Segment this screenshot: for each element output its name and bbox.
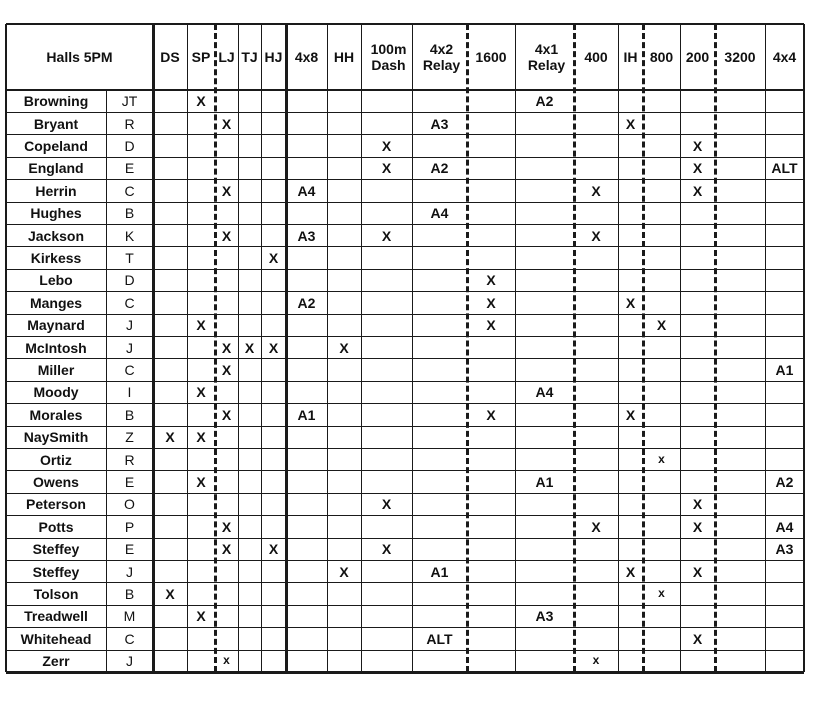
table-dashed-column-rule [214, 24, 217, 672]
event-assignment-mark: X [221, 339, 232, 356]
event-assignment-mark: X [221, 361, 232, 378]
athlete-last-name: Copeland [24, 137, 88, 154]
event-assignment-mark: X [165, 429, 175, 446]
event-assignment-mark: A3 [297, 227, 316, 244]
event-assignment-mark: A2 [535, 93, 554, 110]
event-header-tj: TJ [241, 48, 258, 65]
event-header-4x1-relay: 4x1 Relay [527, 40, 566, 73]
table-vertical-rule [152, 24, 155, 672]
table-horizontal-rule [6, 627, 804, 628]
event-assignment-mark: ALT [771, 160, 798, 177]
table-vertical-rule [285, 24, 288, 672]
event-assignment-mark: X [625, 115, 636, 132]
event-assignment-mark: A1 [775, 361, 794, 378]
event-assignment-mark: x [658, 586, 665, 601]
athlete-last-name: Lebo [39, 272, 73, 289]
table-dashed-column-rule [573, 24, 576, 672]
event-assignment-mark: X [381, 227, 392, 244]
event-assignment-mark: X [339, 563, 349, 580]
event-assignment-mark: X [196, 384, 206, 401]
table-horizontal-rule [6, 134, 804, 135]
event-header-lj: LJ [218, 48, 235, 65]
athlete-initial: R [124, 115, 135, 132]
table-horizontal-rule [6, 605, 804, 606]
athlete-initial: E [124, 541, 135, 558]
athlete-last-name: Moody [33, 384, 79, 401]
table-vertical-rule [412, 24, 413, 672]
event-assignment-mark: X [692, 563, 703, 580]
athlete-initial: C [124, 361, 135, 378]
event-header-4x4: 4x4 [772, 48, 797, 65]
event-header-4x2-relay: 4x2 Relay [422, 40, 461, 73]
event-assignment-mark: X [196, 429, 206, 446]
table-vertical-rule [515, 24, 516, 672]
table-horizontal-rule [6, 336, 804, 337]
athlete-initial: J [126, 563, 133, 580]
event-assignment-mark: A1 [535, 473, 554, 490]
table-vertical-rule [361, 24, 362, 672]
athlete-initial: B [124, 585, 135, 602]
table-horizontal-rule [6, 538, 804, 539]
event-assignment-mark: x [658, 451, 665, 466]
athlete-initial: K [124, 227, 135, 244]
athlete-last-name: Miller [37, 361, 75, 378]
athlete-last-name: NaySmith [23, 429, 89, 446]
athlete-initial: J [126, 653, 133, 670]
table-horizontal-rule [6, 314, 804, 315]
event-assignment-mark: X [692, 496, 703, 513]
table-vertical-rule [327, 24, 328, 672]
event-assignment-mark: X [381, 496, 392, 513]
event-assignment-mark: X [692, 518, 703, 535]
event-assignment-mark: A4 [535, 384, 554, 401]
table-horizontal-rule [6, 493, 804, 494]
athlete-last-name: McIntosh [25, 339, 87, 356]
event-assignment-mark: X [656, 317, 667, 334]
athlete-initial: C [124, 630, 135, 647]
event-assignment-mark: X [221, 406, 232, 423]
table-horizontal-rule [6, 224, 804, 225]
table-horizontal-rule [6, 426, 804, 427]
table-horizontal-rule [6, 403, 804, 404]
event-assignment-mark: X [268, 249, 279, 266]
athlete-last-name: Owens [33, 473, 79, 490]
event-assignment-mark: X [165, 585, 175, 602]
event-assignment-mark: X [196, 93, 206, 110]
athlete-initial: D [124, 272, 135, 289]
table-horizontal-rule [6, 291, 804, 292]
event-assignment-mark: X [692, 182, 703, 199]
event-assignment-mark: x [223, 653, 230, 668]
athlete-last-name: Kirkess [30, 249, 82, 266]
event-header-ds: DS [160, 48, 180, 65]
event-assignment-mark: X [625, 563, 636, 580]
event-assignment-mark: X [221, 227, 232, 244]
table-horizontal-rule [6, 157, 804, 158]
athlete-last-name: England [28, 160, 84, 177]
event-assignment-mark: A1 [297, 406, 316, 423]
event-header-hj: HJ [264, 48, 283, 65]
event-assignment-mark: A4 [430, 205, 449, 222]
athlete-last-name: Potts [38, 518, 74, 535]
athlete-initial: B [124, 205, 135, 222]
athlete-last-name: Steffey [32, 541, 80, 558]
event-assignment-mark: X [244, 339, 255, 356]
athlete-last-name: Zerr [42, 653, 70, 670]
table-horizontal-rule [6, 582, 804, 583]
table-horizontal-rule [6, 470, 804, 471]
event-header-hh: HH [333, 48, 355, 65]
event-assignment-mark: X [268, 541, 279, 558]
event-assignment-mark: X [196, 473, 206, 490]
table-vertical-rule [680, 24, 681, 672]
athlete-last-name: Peterson [26, 496, 86, 513]
event-assignment-mark: X [591, 182, 601, 199]
event-header-ih: IH [623, 48, 638, 65]
event-header-4x8: 4x8 [294, 48, 319, 65]
athlete-initial: R [124, 451, 135, 468]
athlete-last-name: Bryant [33, 115, 79, 132]
athlete-initial: T [125, 249, 134, 266]
table-vertical-rule [765, 24, 766, 672]
athlete-initial: JT [121, 93, 138, 110]
event-assignment-mark: A3 [535, 608, 554, 625]
athlete-last-name: Hughes [30, 205, 82, 222]
athlete-last-name: Morales [29, 406, 83, 423]
table-horizontal-rule [6, 358, 804, 359]
athlete-initial: C [124, 182, 135, 199]
event-header-100m-dash: 100m Dash [370, 40, 407, 73]
event-assignment-mark: X [381, 160, 392, 177]
event-header-200: 200 [685, 48, 710, 65]
sheet-title: Halls 5PM [46, 48, 113, 65]
athlete-initial: I [127, 384, 132, 401]
event-assignment-mark: X [221, 541, 232, 558]
event-assignment-mark: A3 [775, 541, 794, 558]
event-assignment-mark: X [692, 630, 703, 647]
event-assignment-mark: X [381, 541, 392, 558]
table-horizontal-rule [6, 515, 804, 516]
table-horizontal-rule [6, 202, 804, 203]
table-vertical-rule [106, 90, 107, 672]
event-assignment-mark: x [592, 653, 600, 668]
athlete-initial: D [124, 137, 135, 154]
event-assignment-mark: A4 [775, 518, 794, 535]
athlete-initial: Z [125, 429, 134, 446]
table-horizontal-rule [6, 89, 804, 92]
event-assignment-mark: X [486, 406, 496, 423]
event-assignment-mark: A1 [430, 563, 449, 580]
athlete-initial: M [123, 608, 136, 625]
event-header-3200: 3200 [724, 48, 756, 65]
event-assignment-mark: X [381, 137, 392, 154]
athlete-last-name: Browning [23, 93, 89, 110]
athlete-initial: P [124, 518, 135, 535]
event-assignment-mark: X [591, 227, 601, 244]
athlete-initial: C [124, 294, 135, 311]
table-vertical-rule [618, 24, 619, 672]
event-header-1600: 1600 [475, 48, 507, 65]
table-horizontal-rule [6, 448, 804, 449]
event-assignment-mark: X [196, 608, 206, 625]
event-assignment-mark: A2 [297, 294, 316, 311]
event-assignment-mark: X [196, 317, 206, 334]
event-assignment-mark: X [221, 518, 232, 535]
table-vertical-rule [261, 24, 262, 672]
table-vertical-rule [5, 24, 8, 672]
event-assignment-mark: X [486, 317, 496, 334]
event-assignment-mark: A4 [297, 182, 316, 199]
event-assignment-mark: A2 [775, 473, 794, 490]
event-assignment-mark: ALT [426, 630, 453, 647]
athlete-last-name: Herrin [35, 182, 77, 199]
table-horizontal-rule [6, 381, 804, 382]
event-assignment-mark: X [339, 339, 349, 356]
athlete-last-name: Whitehead [20, 630, 92, 647]
table-dashed-column-rule [466, 24, 469, 672]
table-horizontal-rule [6, 179, 804, 180]
event-assignment-mark: X [625, 406, 636, 423]
table-horizontal-rule [6, 671, 804, 674]
athlete-last-name: Steffey [32, 563, 80, 580]
event-assignment-mark: X [486, 272, 496, 289]
event-assignment-mark: X [625, 294, 636, 311]
event-assignment-mark: X [591, 518, 601, 535]
athlete-initial: J [126, 317, 133, 334]
athlete-last-name: Jackson [27, 227, 85, 244]
table-vertical-rule [803, 24, 806, 672]
event-header-800: 800 [649, 48, 674, 65]
event-assignment-mark: X [221, 115, 232, 132]
athlete-last-name: Treadwell [24, 608, 88, 625]
table-dashed-column-rule [642, 24, 645, 672]
athlete-last-name: Manges [29, 294, 83, 311]
athlete-initial: J [126, 339, 133, 356]
table-horizontal-rule [6, 246, 804, 247]
event-assignment-mark: X [692, 137, 703, 154]
table-horizontal-rule [6, 560, 804, 561]
event-assignment-mark: A2 [430, 160, 449, 177]
athlete-last-name: Ortiz [40, 451, 72, 468]
athlete-initial: B [124, 406, 135, 423]
event-assignment-mark: X [486, 294, 496, 311]
table-horizontal-rule [6, 23, 804, 26]
table-vertical-rule [187, 24, 188, 672]
event-assignment-mark: X [221, 182, 232, 199]
athlete-last-name: Tolson [33, 585, 79, 602]
event-assignment-mark: A3 [430, 115, 449, 132]
event-assignment-mark: X [268, 339, 279, 356]
athlete-initial: E [124, 473, 135, 490]
event-header-sp: SP [191, 48, 211, 65]
event-header-400: 400 [584, 48, 608, 65]
table-dashed-column-rule [714, 24, 717, 672]
table-horizontal-rule [6, 650, 804, 651]
athlete-initial: E [124, 160, 135, 177]
athlete-initial: O [124, 496, 135, 513]
athlete-last-name: Maynard [27, 317, 85, 334]
table-vertical-rule [238, 24, 239, 672]
table-horizontal-rule [6, 269, 804, 270]
event-assignment-mark: X [692, 160, 703, 177]
table-horizontal-rule [6, 112, 804, 113]
